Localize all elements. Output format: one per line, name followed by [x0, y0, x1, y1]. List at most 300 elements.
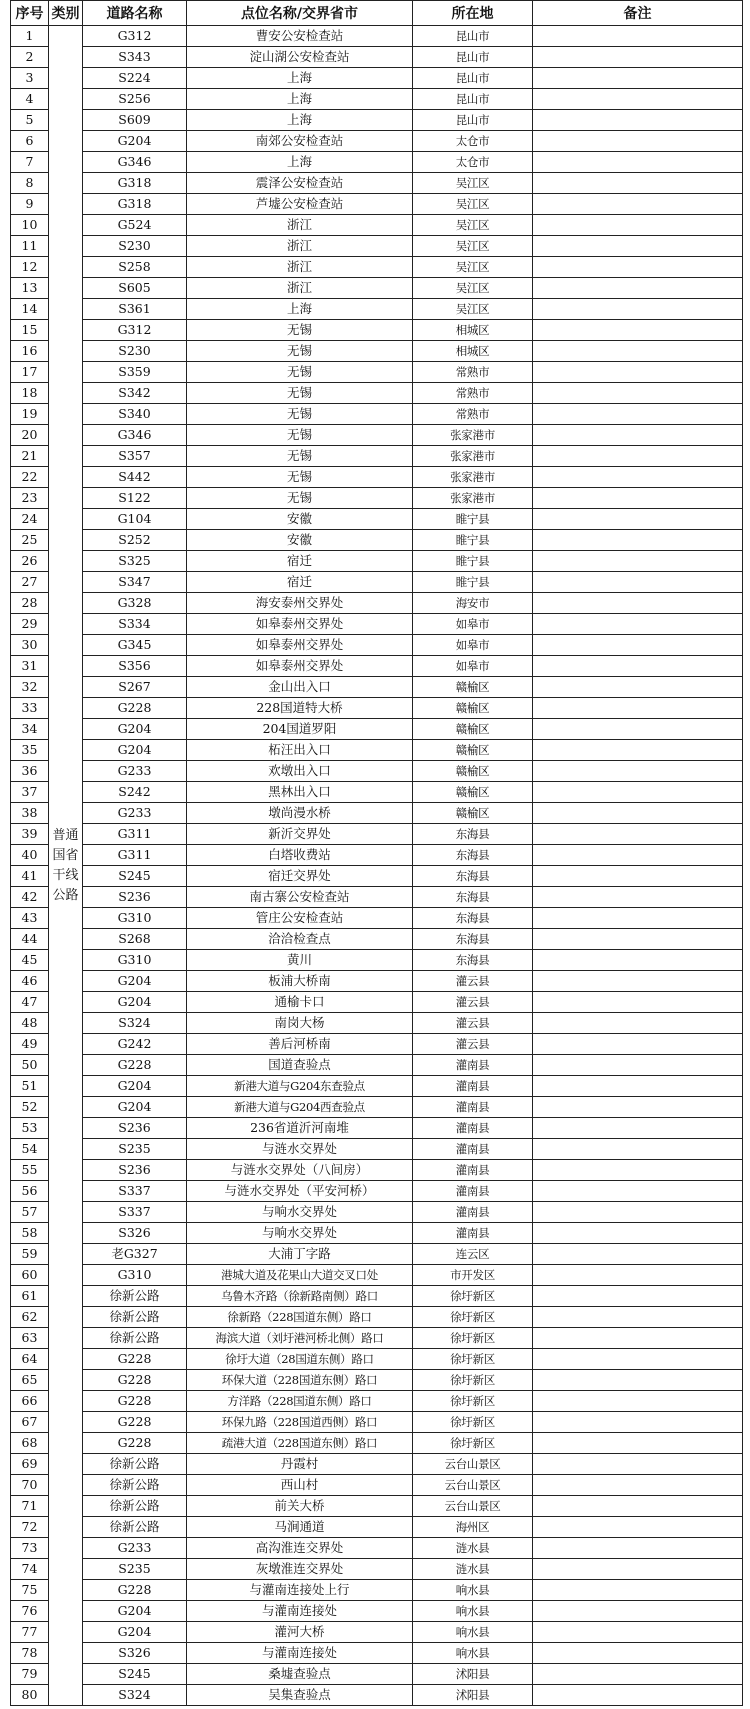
point-cell: 无锡 — [187, 362, 413, 383]
point-cell: 灰墩淮连交界处 — [187, 1559, 413, 1580]
seq-cell: 73 — [11, 1538, 49, 1559]
remark-cell — [533, 1160, 743, 1181]
table-row — [11, 824, 743, 845]
point-cell: 浙江 — [187, 215, 413, 236]
location-cell: 响水县 — [413, 1580, 533, 1601]
table-row — [11, 1118, 743, 1139]
road-cell: G233 — [83, 1538, 187, 1559]
location-cell: 徐圩新区 — [413, 1412, 533, 1433]
seq-cell: 61 — [11, 1286, 49, 1307]
road-cell: 徐新公路 — [83, 1517, 187, 1538]
point-cell: 上海 — [187, 152, 413, 173]
remark-cell — [533, 341, 743, 362]
road-cell: G204 — [83, 971, 187, 992]
road-cell: 徐新公路 — [83, 1475, 187, 1496]
table-row — [11, 1370, 743, 1391]
point-cell: 与灌南连接处上行 — [187, 1580, 413, 1601]
remark-cell — [533, 971, 743, 992]
location-cell: 吴江区 — [413, 215, 533, 236]
point-cell: 乌鲁木齐路（徐新路南侧）路口 — [187, 1286, 413, 1307]
seq-cell: 3 — [11, 68, 49, 89]
header-road: 道路名称 — [83, 1, 187, 26]
seq-cell: 34 — [11, 719, 49, 740]
road-cell: G228 — [83, 1412, 187, 1433]
table-row — [11, 1328, 743, 1349]
remark-cell — [533, 1475, 743, 1496]
table-row — [11, 1349, 743, 1370]
header-seq: 序号 — [11, 1, 49, 26]
remark-cell — [533, 26, 743, 47]
location-cell: 灌云县 — [413, 971, 533, 992]
road-cell: G204 — [83, 1622, 187, 1643]
remark-cell — [533, 1265, 743, 1286]
point-cell: 如皋泰州交界处 — [187, 635, 413, 656]
point-cell: 无锡 — [187, 320, 413, 341]
location-cell: 灌南县 — [413, 1202, 533, 1223]
seq-cell: 28 — [11, 593, 49, 614]
seq-cell: 44 — [11, 929, 49, 950]
remark-cell — [533, 551, 743, 572]
remark-cell — [533, 173, 743, 194]
point-cell: 与涟水交界处（八间房） — [187, 1160, 413, 1181]
road-cell: S122 — [83, 488, 187, 509]
road-cell: S340 — [83, 404, 187, 425]
point-cell: 海滨大道（刘圩港河桥北侧）路口 — [187, 1328, 413, 1349]
location-cell: 市开发区 — [413, 1265, 533, 1286]
table-row — [11, 1076, 743, 1097]
point-cell: 前关大桥 — [187, 1496, 413, 1517]
seq-cell: 53 — [11, 1118, 49, 1139]
seq-cell: 63 — [11, 1328, 49, 1349]
table-row — [11, 362, 743, 383]
road-cell: S245 — [83, 1664, 187, 1685]
seq-cell: 62 — [11, 1307, 49, 1328]
table-row — [11, 1391, 743, 1412]
category-cell: 普通国省干线公路 — [49, 26, 83, 1706]
location-cell: 响水县 — [413, 1622, 533, 1643]
location-cell: 灌南县 — [413, 1055, 533, 1076]
road-cell: G204 — [83, 1097, 187, 1118]
table-row — [11, 299, 743, 320]
remark-cell — [533, 1601, 743, 1622]
remark-cell — [533, 425, 743, 446]
table-row — [11, 782, 743, 803]
location-cell: 睢宁县 — [413, 530, 533, 551]
seq-cell: 33 — [11, 698, 49, 719]
table-row — [11, 1097, 743, 1118]
seq-cell: 27 — [11, 572, 49, 593]
seq-cell: 64 — [11, 1349, 49, 1370]
road-cell: S236 — [83, 1118, 187, 1139]
point-cell: 与响水交界处 — [187, 1223, 413, 1244]
table-row — [11, 572, 743, 593]
location-cell: 灌南县 — [413, 1118, 533, 1139]
table-row — [11, 887, 743, 908]
table-row — [11, 89, 743, 110]
point-cell: 上海 — [187, 299, 413, 320]
location-cell: 涟水县 — [413, 1538, 533, 1559]
remark-cell — [533, 1433, 743, 1454]
seq-cell: 17 — [11, 362, 49, 383]
point-cell: 无锡 — [187, 467, 413, 488]
remark-cell — [533, 1643, 743, 1664]
seq-cell: 11 — [11, 236, 49, 257]
location-cell: 常熟市 — [413, 362, 533, 383]
location-cell: 太仓市 — [413, 131, 533, 152]
seq-cell: 1 — [11, 26, 49, 47]
remark-cell — [533, 1328, 743, 1349]
point-cell: 宿迁交界处 — [187, 866, 413, 887]
table-row — [11, 614, 743, 635]
seq-cell: 75 — [11, 1580, 49, 1601]
location-cell: 灌云县 — [413, 1013, 533, 1034]
point-cell: 芦墟公安检查站 — [187, 194, 413, 215]
location-cell: 徐圩新区 — [413, 1286, 533, 1307]
road-cell: S236 — [83, 1160, 187, 1181]
road-cell: S357 — [83, 446, 187, 467]
point-cell: 无锡 — [187, 425, 413, 446]
location-cell: 赣榆区 — [413, 698, 533, 719]
table-row — [11, 1475, 743, 1496]
seq-cell: 72 — [11, 1517, 49, 1538]
point-cell: 墩尚漫水桥 — [187, 803, 413, 824]
table-row — [11, 593, 743, 614]
seq-cell: 10 — [11, 215, 49, 236]
road-cell: S235 — [83, 1559, 187, 1580]
seq-cell: 15 — [11, 320, 49, 341]
location-cell: 灌南县 — [413, 1160, 533, 1181]
point-cell: 海安泰州交界处 — [187, 593, 413, 614]
road-cell: G228 — [83, 1580, 187, 1601]
table-row — [11, 1664, 743, 1685]
road-cell: S347 — [83, 572, 187, 593]
table-row — [11, 1454, 743, 1475]
location-cell: 赣榆区 — [413, 761, 533, 782]
location-cell: 睢宁县 — [413, 509, 533, 530]
table-row — [11, 908, 743, 929]
remark-cell — [533, 68, 743, 89]
remark-cell — [533, 194, 743, 215]
seq-cell: 58 — [11, 1223, 49, 1244]
point-cell: 228国道特大桥 — [187, 698, 413, 719]
seq-cell: 13 — [11, 278, 49, 299]
remark-cell — [533, 1349, 743, 1370]
point-cell: 丹霞村 — [187, 1454, 413, 1475]
remark-cell — [533, 467, 743, 488]
point-cell: 无锡 — [187, 404, 413, 425]
road-cell: S326 — [83, 1643, 187, 1664]
table-row — [11, 1622, 743, 1643]
point-cell: 新港大道与G204西查验点 — [187, 1097, 413, 1118]
remark-cell — [533, 866, 743, 887]
road-cell: S267 — [83, 677, 187, 698]
seq-cell: 76 — [11, 1601, 49, 1622]
location-cell: 云台山景区 — [413, 1454, 533, 1475]
road-cell: G345 — [83, 635, 187, 656]
road-cell: G310 — [83, 1265, 187, 1286]
table-row — [11, 719, 743, 740]
point-cell: 善后河桥南 — [187, 1034, 413, 1055]
remark-cell — [533, 509, 743, 530]
seq-cell: 7 — [11, 152, 49, 173]
seq-cell: 16 — [11, 341, 49, 362]
location-cell: 海安市 — [413, 593, 533, 614]
road-cell: G310 — [83, 950, 187, 971]
location-cell: 昆山市 — [413, 26, 533, 47]
seq-cell: 38 — [11, 803, 49, 824]
remark-cell — [533, 992, 743, 1013]
point-cell: 新沂交界处 — [187, 824, 413, 845]
remark-cell — [533, 740, 743, 761]
point-cell: 南古寨公安检查站 — [187, 887, 413, 908]
table-row — [11, 992, 743, 1013]
road-cell: S326 — [83, 1223, 187, 1244]
location-cell: 张家港市 — [413, 488, 533, 509]
remark-cell — [533, 1391, 743, 1412]
remark-cell — [533, 824, 743, 845]
remark-cell — [533, 656, 743, 677]
road-cell: G318 — [83, 173, 187, 194]
location-cell: 如皋市 — [413, 656, 533, 677]
location-cell: 睢宁县 — [413, 551, 533, 572]
point-cell: 与涟水交界处 — [187, 1139, 413, 1160]
point-cell: 上海 — [187, 110, 413, 131]
location-cell: 相城区 — [413, 320, 533, 341]
point-cell: 曹安公安检查站 — [187, 26, 413, 47]
seq-cell: 80 — [11, 1685, 49, 1706]
road-cell: G318 — [83, 194, 187, 215]
seq-cell: 59 — [11, 1244, 49, 1265]
table-row — [11, 1244, 743, 1265]
table-row — [11, 761, 743, 782]
table-row — [11, 1643, 743, 1664]
table-row — [11, 152, 743, 173]
seq-cell: 42 — [11, 887, 49, 908]
table-row — [11, 1580, 743, 1601]
remark-cell — [533, 887, 743, 908]
point-cell: 白塔收费站 — [187, 845, 413, 866]
table-row — [11, 1139, 743, 1160]
location-cell: 张家港市 — [413, 425, 533, 446]
seq-cell: 46 — [11, 971, 49, 992]
table-row — [11, 1685, 743, 1706]
location-cell: 如皋市 — [413, 635, 533, 656]
table-row — [11, 1265, 743, 1286]
seq-cell: 71 — [11, 1496, 49, 1517]
seq-cell: 29 — [11, 614, 49, 635]
location-cell: 连云区 — [413, 1244, 533, 1265]
seq-cell: 20 — [11, 425, 49, 446]
road-cell: G228 — [83, 1391, 187, 1412]
point-cell: 柘汪出入口 — [187, 740, 413, 761]
checkpoint-table-sheet — [10, 0, 743, 1706]
table-row — [11, 1538, 743, 1559]
point-cell: 与灌南连接处 — [187, 1601, 413, 1622]
seq-cell: 2 — [11, 47, 49, 68]
point-cell: 与灌南连接处 — [187, 1643, 413, 1664]
road-cell: 徐新公路 — [83, 1496, 187, 1517]
point-cell: 无锡 — [187, 383, 413, 404]
seq-cell: 74 — [11, 1559, 49, 1580]
remark-cell — [533, 1454, 743, 1475]
road-cell: S356 — [83, 656, 187, 677]
point-cell: 徐新路（228国道东侧）路口 — [187, 1307, 413, 1328]
location-cell: 徐圩新区 — [413, 1307, 533, 1328]
remark-cell — [533, 572, 743, 593]
location-cell: 云台山景区 — [413, 1496, 533, 1517]
seq-cell: 54 — [11, 1139, 49, 1160]
seq-cell: 9 — [11, 194, 49, 215]
location-cell: 赣榆区 — [413, 719, 533, 740]
point-cell: 如皋泰州交界处 — [187, 656, 413, 677]
table-row — [11, 47, 743, 68]
table-row — [11, 1601, 743, 1622]
table-row — [11, 1307, 743, 1328]
table-row — [11, 866, 743, 887]
remark-cell — [533, 614, 743, 635]
table-row — [11, 698, 743, 719]
seq-cell: 23 — [11, 488, 49, 509]
road-cell: G228 — [83, 1055, 187, 1076]
road-cell: G346 — [83, 152, 187, 173]
remark-cell — [533, 1286, 743, 1307]
point-cell: 灌河大桥 — [187, 1622, 413, 1643]
seq-cell: 19 — [11, 404, 49, 425]
road-cell: S342 — [83, 383, 187, 404]
point-cell: 疏港大道（228国道东侧）路口 — [187, 1433, 413, 1454]
road-cell: G104 — [83, 509, 187, 530]
remark-cell — [533, 1496, 743, 1517]
location-cell: 涟水县 — [413, 1559, 533, 1580]
seq-cell: 43 — [11, 908, 49, 929]
location-cell: 东海县 — [413, 866, 533, 887]
table-row — [11, 635, 743, 656]
seq-cell: 12 — [11, 257, 49, 278]
point-cell: 黑林出入口 — [187, 782, 413, 803]
remark-cell — [533, 404, 743, 425]
table-row — [11, 677, 743, 698]
table-row — [11, 530, 743, 551]
road-cell: 徐新公路 — [83, 1328, 187, 1349]
location-cell: 昆山市 — [413, 110, 533, 131]
header-location: 所在地 — [413, 1, 533, 26]
remark-cell — [533, 1223, 743, 1244]
seq-cell: 55 — [11, 1160, 49, 1181]
point-cell: 马涧通道 — [187, 1517, 413, 1538]
seq-cell: 65 — [11, 1370, 49, 1391]
table-row — [11, 236, 743, 257]
table-row — [11, 740, 743, 761]
table-row — [11, 1202, 743, 1223]
table-row — [11, 1559, 743, 1580]
seq-cell: 31 — [11, 656, 49, 677]
point-cell: 浙江 — [187, 278, 413, 299]
table-row — [11, 467, 743, 488]
location-cell: 吴江区 — [413, 236, 533, 257]
remark-cell — [533, 950, 743, 971]
location-cell: 徐圩新区 — [413, 1349, 533, 1370]
point-cell: 通榆卡口 — [187, 992, 413, 1013]
point-cell: 204国道罗阳 — [187, 719, 413, 740]
seq-cell: 24 — [11, 509, 49, 530]
remark-cell — [533, 1244, 743, 1265]
point-cell: 宿迁 — [187, 572, 413, 593]
road-cell: G242 — [83, 1034, 187, 1055]
road-cell: S268 — [83, 929, 187, 950]
point-cell: 徐圩大道（28国道东侧）路口 — [187, 1349, 413, 1370]
road-cell: S224 — [83, 68, 187, 89]
point-cell: 安徽 — [187, 509, 413, 530]
point-cell: 高沟淮连交界处 — [187, 1538, 413, 1559]
road-cell: G311 — [83, 845, 187, 866]
road-cell: 老G327 — [83, 1244, 187, 1265]
road-cell: G228 — [83, 1349, 187, 1370]
point-cell: 管庄公安检查站 — [187, 908, 413, 929]
point-cell: 无锡 — [187, 446, 413, 467]
remark-cell — [533, 278, 743, 299]
table-row — [11, 803, 743, 824]
table-row — [11, 383, 743, 404]
remark-cell — [533, 1097, 743, 1118]
remark-cell — [533, 362, 743, 383]
remark-cell — [533, 929, 743, 950]
location-cell: 昆山市 — [413, 68, 533, 89]
road-cell: G204 — [83, 131, 187, 152]
road-cell: S442 — [83, 467, 187, 488]
point-cell: 上海 — [187, 68, 413, 89]
remark-cell — [533, 1685, 743, 1706]
location-cell: 昆山市 — [413, 47, 533, 68]
remark-cell — [533, 677, 743, 698]
location-cell: 吴江区 — [413, 299, 533, 320]
seq-cell: 41 — [11, 866, 49, 887]
road-cell: G228 — [83, 1370, 187, 1391]
remark-cell — [533, 1076, 743, 1097]
table-row — [11, 1496, 743, 1517]
point-cell: 桑墟查验点 — [187, 1664, 413, 1685]
location-cell: 徐圩新区 — [413, 1328, 533, 1349]
table-row — [11, 1013, 743, 1034]
seq-cell: 4 — [11, 89, 49, 110]
table-row — [11, 929, 743, 950]
road-cell: S337 — [83, 1202, 187, 1223]
remark-cell — [533, 131, 743, 152]
point-cell: 上海 — [187, 89, 413, 110]
point-cell: 浙江 — [187, 236, 413, 257]
seq-cell: 39 — [11, 824, 49, 845]
location-cell: 徐圩新区 — [413, 1370, 533, 1391]
seq-cell: 35 — [11, 740, 49, 761]
road-cell: S324 — [83, 1013, 187, 1034]
remark-cell — [533, 782, 743, 803]
table-row — [11, 404, 743, 425]
point-cell: 新港大道与G204东查验点 — [187, 1076, 413, 1097]
remark-cell — [533, 1013, 743, 1034]
seq-cell: 5 — [11, 110, 49, 131]
seq-cell: 30 — [11, 635, 49, 656]
location-cell: 灌南县 — [413, 1223, 533, 1244]
remark-cell — [533, 446, 743, 467]
remark-cell — [533, 1118, 743, 1139]
seq-cell: 37 — [11, 782, 49, 803]
location-cell: 灌云县 — [413, 992, 533, 1013]
road-cell: G312 — [83, 320, 187, 341]
seq-cell: 79 — [11, 1664, 49, 1685]
point-cell: 国道查验点 — [187, 1055, 413, 1076]
road-cell: 徐新公路 — [83, 1286, 187, 1307]
remark-cell — [533, 89, 743, 110]
seq-cell: 6 — [11, 131, 49, 152]
